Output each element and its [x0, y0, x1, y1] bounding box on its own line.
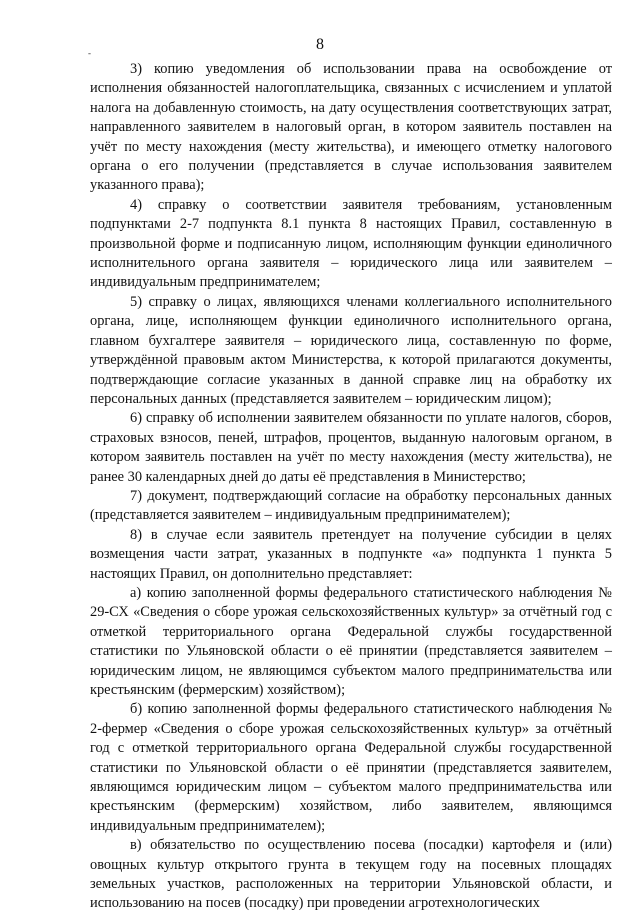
- paragraph-item-3: 3) копию уведомления об использовании права на освобождение от исполнения обязанностей налогоплательщика, связанных с исчислением и уплатой налога на добавленную стоимость, на дату осуществления соответствующих затрат, направленного заявителем в налоговый орган, в котором заявитель поставлен на учёт по месту нахождения (месту жительства), и имеющего отметку налогового органа о его получении (представляется в случае использования заявителем указанного права);: [90, 61, 612, 194]
- paragraph-subitem-v: в) обязательство по осуществлению посева (посадки) картофеля и (или) овощных культур открытого грунта в текущем году на посевных площадях земельных участков, расположенных на территории Ульяновской области, и использованию на посев (посадку) при проведении агротехнологических: [90, 837, 612, 912]
- paragraph-item-6: 6) справку об исполнении заявителем обязанности по уплате налогов, сборов, страховых взносов, пеней, штрафов, процентов, выданную налоговым органом, в котором заявитель поставлен на учёт по месту нахождения (месту жительства), не ранее 30 календарных дней до даты её представления в Министерство;: [90, 410, 612, 485]
- paragraph-subitem-a: а) копию заполненной формы федерального статистического наблюдения № 29-СХ «Сведения о сборе урожая сельскохозяйственных культур» за отчётный год с отметкой территориального органа Федеральной службы государственной статистики по Ульяновской области о её принятии (представляется заявителем – юридическим лицом, не являющимся субъектом малого предпринимательства или крестьянским (фермерским) хозяйством);: [90, 584, 612, 698]
- paragraph-item-8: 8) в случае если заявитель претендует на получение субсидии в целях возмещения части затрат, указанных в подпункте «а» подпункта 1 пункта 5 настоящих Правил, он дополнительно представляет:: [90, 526, 612, 582]
- page-number: 8: [316, 36, 324, 53]
- scan-mark: -: [88, 48, 91, 58]
- paragraph-item-7: 7) документ, подтверждающий согласие на обработку персональных данных (представляется заявителем – индивидуальным предпринимателем);: [90, 487, 612, 524]
- document-body: [90, 60, 612, 914]
- paragraph-item-4: 4) справку о соответствии заявителя требованиям, установленным подпунктами 2-7 подпункта 8.1 пункта 8 настоящих Правил, составленную в произвольной форме и подписанную лицом, исполняющим функции единоличного исполнительного органа заявителя – юридического лица или заявителем – индивидуальным предпринимателем;: [90, 196, 612, 291]
- paragraph-subitem-b: б) копию заполненной формы федерального статистического наблюдения № 2-фермер «Сведения о сборе урожая сельскохозяйственных культур» за отчётный год с отметкой территориального органа Федеральной службы государственной статистики по Ульяновской области о её принятии (представляется заявителем, являющимся юридическим лицом – субъектом малого предпринимательства или крестьянским (фермерским) хозяйством, либо заявителем, являющимся индивидуальным предпринимателем);: [90, 701, 612, 834]
- paragraph-item-5: 5) справку о лицах, являющихся членами коллегиального исполнительного органа, лице, исполняющем функции единоличного исполнительного органа, главном бухгалтере заявителя – юридического лица, составленную по форме, утверждённой правовым актом Министерства, к которой прилагаются документы, подтверждающие согласие указанных в данной справке лиц на обработку их персональных данных (представляется заявителем – юридическим лицом);: [90, 293, 612, 407]
